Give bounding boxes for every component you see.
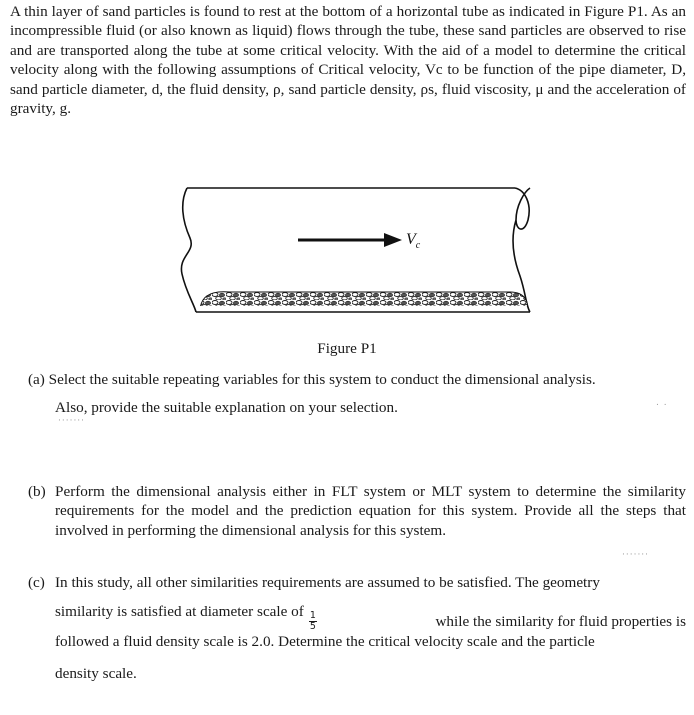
question-c-line2-end: while the similarity for fluid properties is bbox=[435, 613, 686, 630]
velocity-arrow-head bbox=[384, 233, 402, 247]
diameter-scale-fraction: $\frac{1}{5}$ bbox=[309, 610, 316, 632]
question-c-line3: followed a fluid density scale is 2.0. Determine the critical velocity scale and the particle bbox=[55, 633, 595, 650]
velocity-label: $V_c$ bbox=[406, 231, 421, 251]
question-c-line1: In this study, all other similarities requirements are assumed to be satisfied. The geometry bbox=[55, 574, 600, 591]
question-c-line2-start: similarity is satisfied at diameter scale of $\frac{1}{5}$ bbox=[55, 603, 316, 632]
tube-left-end bbox=[181, 188, 196, 312]
question-c-label: (c) bbox=[28, 574, 45, 591]
figure-caption: Figure P1 bbox=[317, 340, 377, 357]
tube-figure bbox=[170, 180, 550, 330]
question-a bbox=[28, 366, 688, 422]
question-a-line2: Also, provide the suitable explanation on your selection. bbox=[55, 399, 398, 416]
question-a-line1 bbox=[28, 366, 688, 394]
question-b bbox=[28, 482, 686, 540]
question-a-label: (a) bbox=[28, 371, 45, 388]
question-a-text: Select the suitable repeating variables for this system to conduct the dimensional analysis. bbox=[48, 371, 596, 388]
question-b-label: (b) bbox=[28, 483, 46, 500]
sand-layer bbox=[200, 292, 527, 312]
question-b-text: Perform the dimensional analysis either in FLT system or MLT system to determine the similarity requirements for the model and the prediction equation for this system. Provide all the steps that involved in performing the dimensional analysis for this system. bbox=[55, 483, 686, 539]
problem-statement: A thin layer of sand particles is found to rest at the bottom of a horizontal tube as indicated in Figure P1. As an incompressible fluid (or also known as liquid) flows through the tube, these sand particles are observed to rise and are transported along the tube at some critical velocity. With the aid of a model to determine the critical velocity along with the following assumptions of Critical velocity, Vc to be function of the pipe diameter, D, sand particle diameter, d, the fluid density, ρ, sand particle density, ρs, fluid viscosity, μ and the acceleration of gravity, g. bbox=[10, 3, 686, 118]
question-c-line4: density scale. bbox=[55, 665, 137, 682]
question-c bbox=[28, 572, 686, 684]
